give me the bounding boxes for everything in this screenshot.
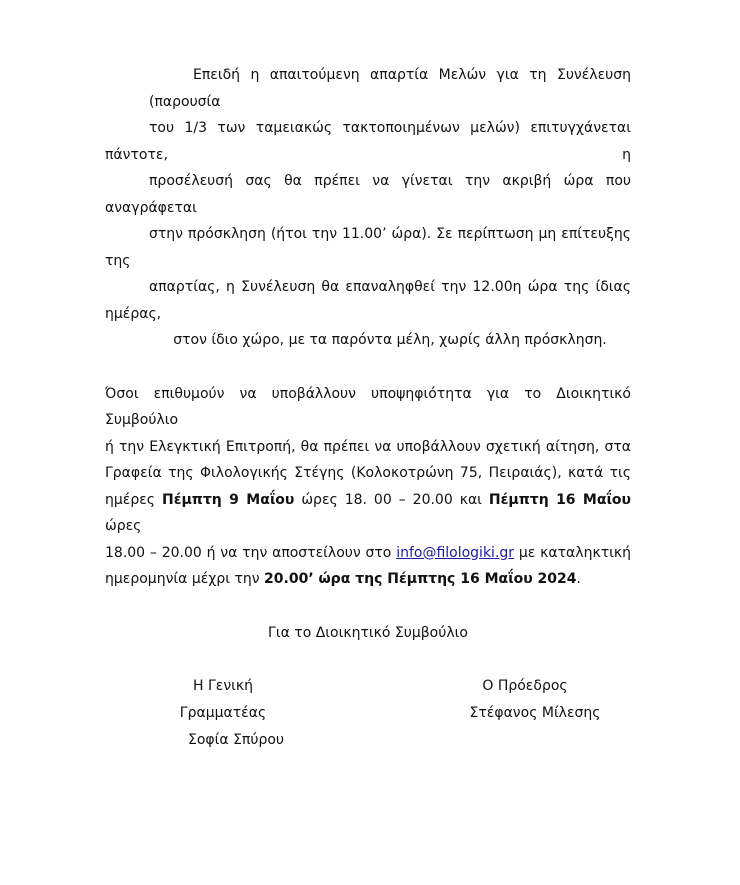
candidacy-paragraph xyxy=(105,381,631,593)
president-title: Ο Πρόεδρος xyxy=(482,678,568,694)
document-page xyxy=(105,62,632,748)
president-name: Στέφανος Μίλεσης xyxy=(469,705,601,721)
secretary-name: Σοφία Σπύρου xyxy=(188,732,284,748)
date-highlight: Πέμπτη 16 Μαΐου xyxy=(488,491,632,508)
date-highlight: Πέμπτη 9 Μαΐου xyxy=(161,491,295,508)
email-link[interactable]: info@filologiki.gr xyxy=(396,544,515,561)
signature-block xyxy=(105,673,631,748)
board-line: Για το Διοικητικό Συμβούλιο xyxy=(268,624,468,641)
paragraph-line: Επειδή η απαιτούμενη απαρτία Μελών για τη Συνέλευση (παρουσία xyxy=(149,67,631,110)
text-segment: με καταληκτική xyxy=(514,544,631,561)
paragraph-line xyxy=(105,487,631,540)
secretary-title: Η Γενική Γραμματέας xyxy=(179,678,267,721)
paragraph-line: ή την Ελεγκτική Επιτροπή, θα πρέπει να υποβάλλουν σχετική αίτηση, στα xyxy=(105,438,631,455)
text-segment: 18.00 – 20.00 ή να την αποστείλουν στο xyxy=(105,544,397,561)
paragraph-line xyxy=(105,566,631,593)
paragraph-line xyxy=(105,540,631,567)
paragraph-line: απαρτίας, η Συνέλευση θα επαναληφθεί την 12.00η ώρα της ίδιας ημέρας, xyxy=(105,279,631,322)
paragraph-line: του 1/3 των ταμειακώς τακτοποιημένων μελών) επιτυγχάνεται πάντοτε, η xyxy=(105,120,631,163)
text-segment: ημέρες xyxy=(105,491,162,508)
text-segment: ώρες xyxy=(105,518,142,534)
president-signature xyxy=(465,673,605,727)
secretary-signature xyxy=(148,673,298,754)
paragraph-line: Γραφεία της Φιλολογικής Στέγης (Κολοκοτρώνη 75, Πειραιάς), κατά τις xyxy=(105,465,631,481)
paragraph-line: στην πρόσκληση (ήτοι την 11.00’ ώρα). Σε περίπτωση μη επίτευξης της xyxy=(105,226,631,269)
text-segment: ημερομηνία μέχρι την xyxy=(105,571,265,587)
paragraph-line: στον ίδιο χώρο, με τα παρόντα μέλη, χωρίς άλλη πρόσκληση. xyxy=(173,332,607,348)
paragraph-line: προσέλευσή σας θα πρέπει να γίνεται την ακριβή ώρα που αναγράφεται xyxy=(105,173,631,216)
deadline-highlight: 20.00’ ώρα της Πέμπτης 16 Μαΐου 2024 xyxy=(264,571,577,587)
text-segment: ώρες 18. 00 – 20.00 και xyxy=(294,491,489,508)
quorum-paragraph xyxy=(105,62,631,354)
text-segment: . xyxy=(576,571,581,587)
paragraph-line: Όσοι επιθυμούν να υποβάλλουν υποψηφιότητα για το Διοικητικό Συμβούλιο xyxy=(105,385,631,428)
